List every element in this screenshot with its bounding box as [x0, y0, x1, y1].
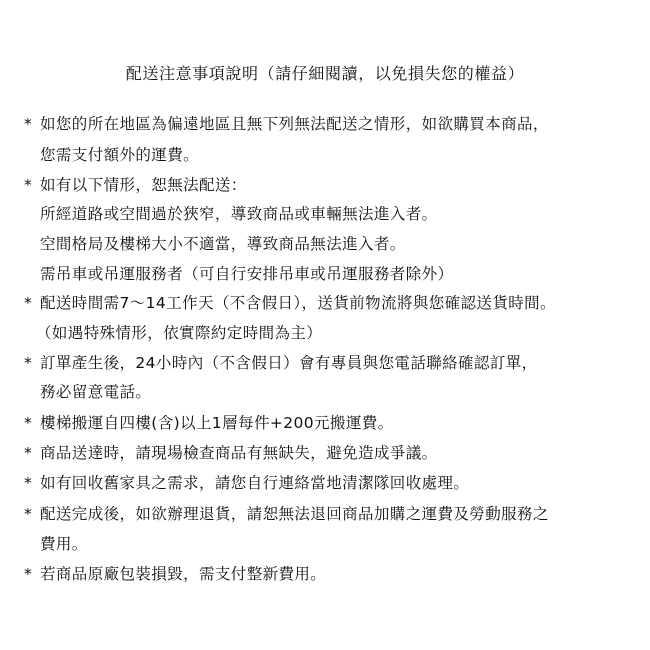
bullet-asterisk: *: [24, 474, 33, 492]
notice-line-text: 樓梯搬運自四樓(含)以上1層每件+200元搬運費。: [40, 414, 394, 432]
notice-line: [40, 263, 453, 285]
notice-line-text: 需吊車或吊運服務者（可自行安排吊車或吊運服務者除外）: [40, 265, 454, 283]
notice-line-text: 若商品原廠包裝損毀，需支付整新費用。: [40, 565, 327, 583]
notice-line-text: 如有回收舊家具之需求，請您自行連絡當地清潔隊回收處理。: [40, 474, 470, 492]
notice-line: [40, 233, 406, 255]
notice-title: 配送注意事項說明（請仔細閱讀，以免損失您的權益）: [125, 64, 525, 83]
notice-line-text: 商品送達時，請現場檢查商品有無缺失，避免造成爭議。: [40, 444, 438, 462]
bullet-asterisk: *: [24, 565, 33, 583]
notice-line-text: 如您的所在地區為偏遠地區且無下列無法配送之情形，如欲購買本商品，: [40, 115, 549, 133]
notice-line: [40, 203, 438, 225]
bullet-asterisk: *: [24, 505, 33, 523]
notice-line: [24, 113, 549, 135]
notice-line: [40, 144, 199, 166]
bullet-asterisk: *: [24, 176, 33, 194]
bullet-asterisk: *: [24, 294, 33, 312]
notice-line-text: 費用。: [40, 535, 88, 553]
notice-line-text: 務必留意電話。: [40, 383, 152, 401]
notice-line-text: 訂單產生後，24小時內（不含假日）會有專員與您電話聯絡確認訂單，: [40, 354, 538, 372]
notice-line: [24, 472, 469, 494]
notice-line: [24, 503, 549, 525]
notice-line-text: 配送完成後，如欲辦理退貨，請恕無法退回商品加購之運費及勞動服務之: [40, 505, 549, 523]
bullet-asterisk: *: [24, 115, 33, 133]
notice-line-text: 所經道路或空間過於狹窄，導致商品或車輛無法進入者。: [40, 205, 438, 223]
notice-line: [24, 352, 538, 374]
notice-line: [24, 412, 394, 434]
notice-line-text: 如有以下情形，恕無法配送：: [40, 176, 247, 194]
notice-line: [40, 533, 88, 555]
notice-line-text: 您需支付額外的運費。: [40, 146, 200, 164]
bullet-asterisk: *: [24, 354, 33, 372]
notice-line: [40, 381, 151, 403]
notice-line: [24, 442, 438, 464]
notice-line-text: （如遇特殊情形，依實際約定時間為主）: [36, 324, 323, 342]
notice-line: [24, 563, 326, 585]
notice-line: [24, 174, 247, 196]
bullet-asterisk: *: [24, 444, 33, 462]
bullet-asterisk: *: [24, 414, 33, 432]
notice-line: [24, 292, 556, 314]
notice-line-text: 配送時間需7～14工作天（不含假日），送貨前物流將與您確認送貨時間。: [40, 294, 556, 312]
notice-line: [36, 322, 322, 344]
notice-line-text: 空間格局及樓梯大小不適當，導致商品無法進入者。: [40, 235, 406, 253]
